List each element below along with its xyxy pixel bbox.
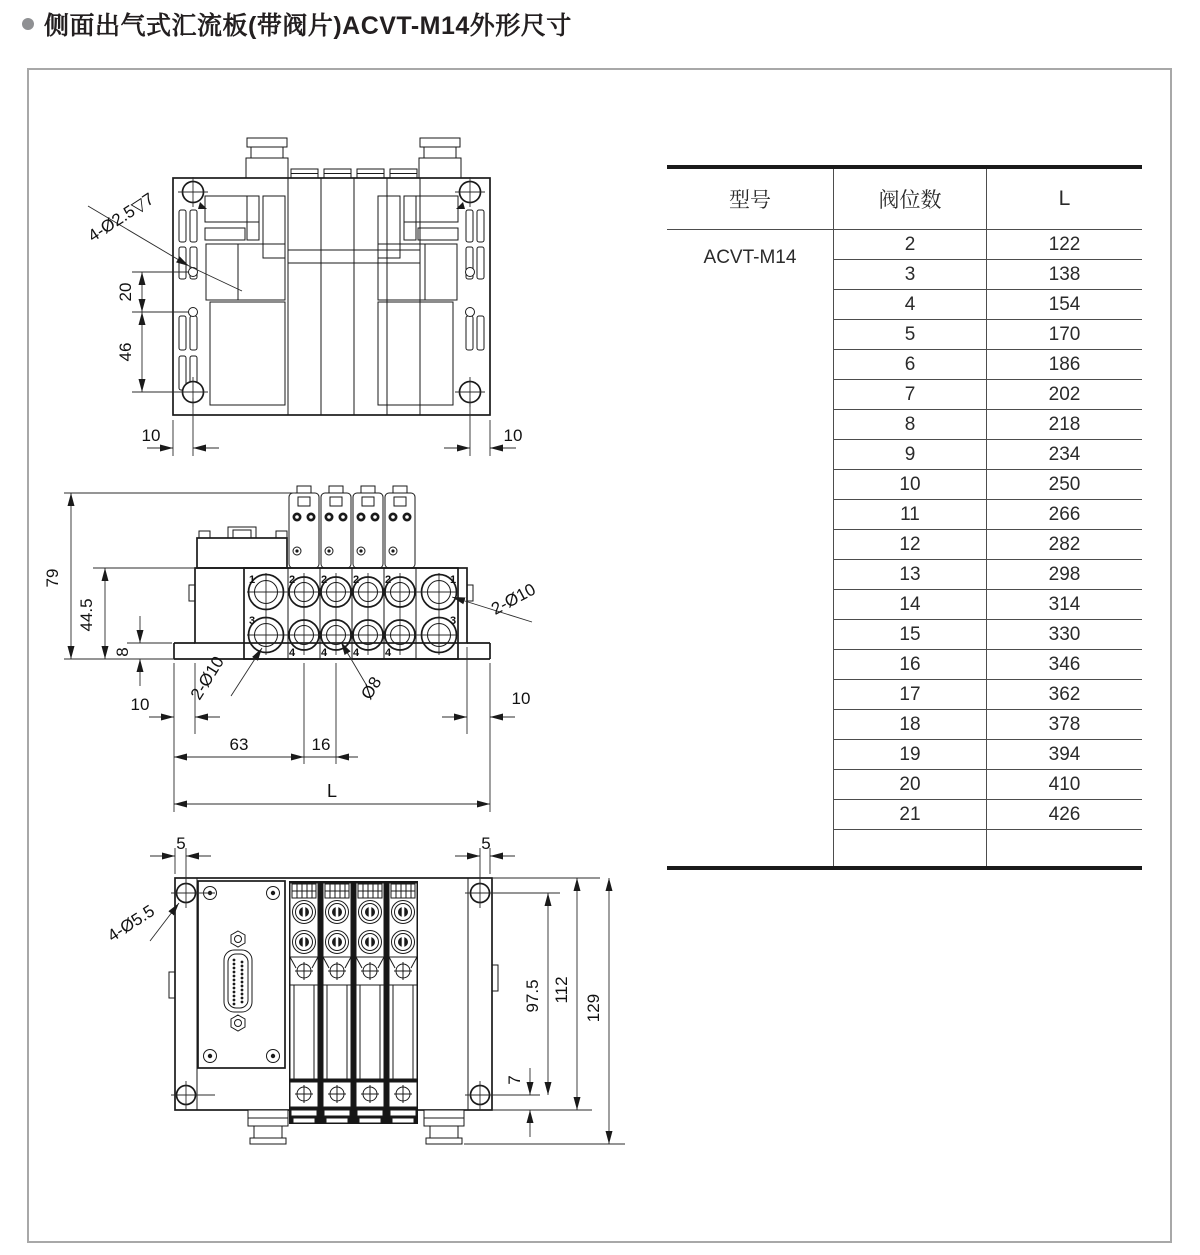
note-2-o10-bottom: 2-Ø10 xyxy=(186,653,228,704)
L-value: 170 xyxy=(987,320,1143,350)
L-value: 202 xyxy=(987,380,1143,410)
left-end-plate-detail xyxy=(179,196,285,405)
dim-8-label: 8 xyxy=(113,647,132,657)
page-title-row xyxy=(22,6,572,42)
valve-slot-tabs xyxy=(291,169,417,178)
col-header-model: 型号 xyxy=(667,167,834,230)
port-4-label: 4 xyxy=(384,647,392,659)
col-header-L: L xyxy=(987,167,1143,230)
model-name: ACVT-M14 xyxy=(667,230,834,869)
right-end-plate-detail xyxy=(378,196,484,405)
stations-value: 13 xyxy=(834,560,987,590)
port-4-label: 4 xyxy=(320,647,328,659)
dsub-plate xyxy=(198,881,285,1068)
stations-value: 5 xyxy=(834,320,987,350)
stations-value: 8 xyxy=(834,410,987,440)
port-1-label: 1 xyxy=(248,574,256,586)
L-value: 378 xyxy=(987,710,1143,740)
dim-79-label: 79 xyxy=(43,568,62,588)
stations-value: 4 xyxy=(834,290,987,320)
L-value: 362 xyxy=(987,680,1143,710)
dim-16-label: 16 xyxy=(311,735,331,754)
dim-10-right-label: 10 xyxy=(503,426,523,445)
stations-value: 10 xyxy=(834,470,987,500)
stations-value: 7 xyxy=(834,380,987,410)
dim-97-5-label: 97.5 xyxy=(523,979,542,1013)
page-title: 侧面出气式汇流板(带阀片)ACVT-M14外形尺寸 xyxy=(44,12,572,40)
dim-5-right-label: 5 xyxy=(481,835,491,853)
port-4-label: 4 xyxy=(288,647,296,659)
mounting-holes xyxy=(178,177,485,407)
stations-value: 6 xyxy=(834,350,987,380)
L-value: 250 xyxy=(987,470,1143,500)
stations-value: 2 xyxy=(834,230,987,260)
port-1-label: 1 xyxy=(449,574,457,586)
L-value: 138 xyxy=(987,260,1143,290)
dimension-table xyxy=(667,165,1142,870)
L-value: 154 xyxy=(987,290,1143,320)
front-view-drawing xyxy=(30,478,610,823)
dim-63-label: 63 xyxy=(229,735,249,754)
top-view-dimensions xyxy=(85,189,523,456)
dim-5-left-label: 5 xyxy=(176,835,186,853)
port-2-label: 2 xyxy=(320,574,328,586)
table-header-row xyxy=(667,167,1142,230)
dim-112-label: 112 xyxy=(552,976,571,1004)
stations-value: 9 xyxy=(834,440,987,470)
hole-note-label: 4-Ø5.5 xyxy=(104,901,158,946)
L-value: 314 xyxy=(987,590,1143,620)
table-row xyxy=(667,230,1142,260)
stations-value: 19 xyxy=(834,740,987,770)
manifold-top-outline xyxy=(173,138,490,415)
port-2-label: 2 xyxy=(384,574,392,586)
dim-46-label: 46 xyxy=(116,342,135,362)
L-value: 186 xyxy=(987,350,1143,380)
stations-value: 3 xyxy=(834,260,987,290)
L-value: 122 xyxy=(987,230,1143,260)
dim-10-left-label: 10 xyxy=(141,426,161,445)
manifold-front-body xyxy=(174,568,490,659)
stations-value: 18 xyxy=(834,710,987,740)
L-value: 298 xyxy=(987,560,1143,590)
stations-value: 20 xyxy=(834,770,987,800)
stations-value: 16 xyxy=(834,650,987,680)
dim-20-label: 20 xyxy=(116,282,135,302)
stations-value: 15 xyxy=(834,620,987,650)
stations-value: 11 xyxy=(834,500,987,530)
L-value: 234 xyxy=(987,440,1143,470)
dim-10-left-label: 10 xyxy=(130,695,150,714)
dim-L-label: L xyxy=(326,781,338,801)
stations-value: 21 xyxy=(834,800,987,830)
L-value: 410 xyxy=(987,770,1143,800)
col-header-stations: 阀位数 xyxy=(834,167,987,230)
pilot-block xyxy=(197,527,287,568)
port-2-label: 2 xyxy=(288,574,296,586)
hole-note-label: 4-Ø2.5▽7 xyxy=(84,189,158,246)
dim-44-5-label: 44.5 xyxy=(77,598,96,632)
note-o8: Ø8 xyxy=(357,673,386,703)
port-4-label: 4 xyxy=(352,647,360,659)
L-value: 330 xyxy=(987,620,1143,650)
L-value: 426 xyxy=(987,800,1143,830)
L-value: 282 xyxy=(987,530,1143,560)
stations-value: 12 xyxy=(834,530,987,560)
bottom-view-drawing xyxy=(90,835,635,1165)
L-value: 394 xyxy=(987,740,1143,770)
port-2-label: 2 xyxy=(352,574,360,586)
top-view-drawing xyxy=(40,110,600,478)
valve-towers xyxy=(289,486,415,568)
note-2-o10-top: 2-Ø10 xyxy=(488,579,539,619)
stations-value: 14 xyxy=(834,590,987,620)
dim-129-label: 129 xyxy=(584,993,603,1023)
stations-value: 17 xyxy=(834,680,987,710)
dim-7-label: 7 xyxy=(505,1075,524,1085)
port-3-label: 3 xyxy=(449,615,457,627)
dim-10-right-label: 10 xyxy=(511,689,531,708)
L-value: 346 xyxy=(987,650,1143,680)
L-value: 266 xyxy=(987,500,1143,530)
L-value: 218 xyxy=(987,410,1143,440)
bullet-icon xyxy=(22,18,34,30)
port-3-label: 3 xyxy=(248,615,256,627)
